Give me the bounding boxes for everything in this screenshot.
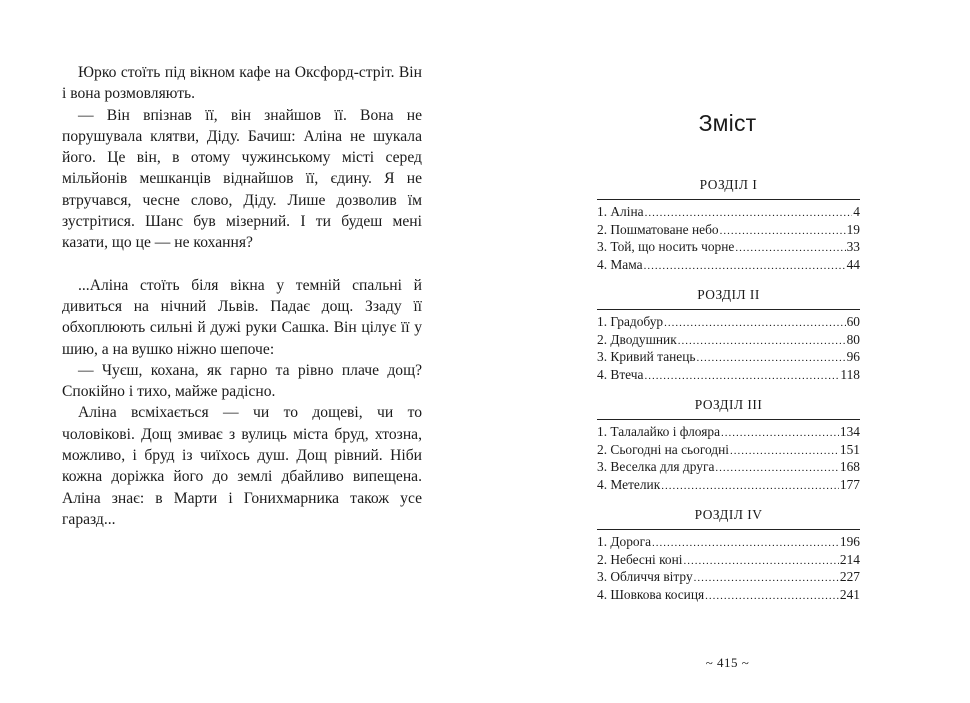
entry-page: 33	[846, 239, 860, 254]
section-rule	[597, 419, 860, 420]
toc-section	[597, 506, 860, 603]
entry-page: 241	[839, 586, 860, 602]
toc-entry[interactable]	[597, 551, 860, 569]
toc-entry[interactable]	[597, 348, 860, 366]
entry-title: 3. Той, що носить чорне	[597, 239, 735, 254]
entry-page: 118	[840, 366, 860, 382]
toc-entry[interactable]	[597, 256, 860, 274]
toc-entry[interactable]	[597, 586, 860, 604]
entry-title: 2. Пошматоване небо	[597, 221, 719, 237]
dot-leader	[644, 258, 846, 276]
dot-leader	[715, 460, 839, 478]
dot-leader	[684, 553, 839, 571]
paragraph: Аліна всміхається — чи то дощеві, чи то чоловікові. Дощ змиває з вулиць міста бруд, хтозна, можливо, і бруд із чиїхось душ. Дощ рівний. Ніби кожна доріжка його до землі дбайливо випещена. Аліна знає: в Марти і Гонихмарника також усе гаразд...	[62, 404, 422, 528]
entry-title: 1. Аліна	[597, 204, 644, 219]
entry-title: 4. Втеча	[597, 366, 644, 382]
prose-text	[62, 62, 422, 530]
section-rule	[597, 199, 860, 200]
toc-entry[interactable]	[597, 476, 860, 494]
entry-page: 60	[846, 314, 860, 329]
section-title: РОЗДІЛ II	[697, 287, 760, 302]
paragraph: — Він впізнав її, він знайшов її. Вона не порушувала клятви, Діду. Бачиш: Аліна не шукала його. Це він, в отому чужинському місті серед мільйонів мешканців віднайшов її, єдину. Я не втручався, чесне слово, Діду. Лише дозволив їм зустрітися. Шанс був мізерний. І ти будеш мені казати, що це — не кохання?	[62, 106, 422, 252]
toc-entry[interactable]	[597, 423, 860, 441]
section-title: РОЗДІЛ IV	[694, 507, 763, 522]
entry-page: 177	[839, 476, 860, 492]
entry-title: 4. Метелик	[597, 476, 661, 492]
toc-entry[interactable]	[597, 221, 860, 239]
paragraph: Юрко стоїть під вікном кафе на Оксфорд-стріт. Він і вона розмовляють.	[62, 64, 422, 103]
dot-leader	[694, 570, 839, 588]
entry-title: 4. Мама	[597, 256, 643, 272]
entry-page: 80	[846, 331, 860, 347]
toc-entry[interactable]	[597, 568, 860, 586]
entry-title: 1. Талалайко і флояра	[597, 424, 721, 439]
right-page	[485, 0, 970, 703]
entry-title: 2. Сьогодні на сьогодні	[597, 441, 730, 457]
toc-section	[597, 396, 860, 493]
entry-page: 168	[839, 459, 860, 474]
entry-page: 44	[846, 256, 860, 272]
page-number: ~ 415 ~	[705, 655, 750, 670]
dot-leader	[678, 333, 846, 351]
dot-leader	[664, 315, 845, 333]
section-title: РОЗДІЛ III	[694, 397, 763, 412]
entry-title: 3. Кривий танець	[597, 349, 696, 364]
paragraph: — Чуєш, кохана, як гарно та рівно плаче дощ? Спокійно і тихо, майже радісно.	[62, 361, 422, 401]
section-rule	[597, 309, 860, 310]
entry-title: 2. Дводушник	[597, 331, 677, 347]
dot-leader	[720, 223, 846, 241]
dot-leader	[697, 350, 846, 368]
toc-entry[interactable]	[597, 366, 860, 384]
entry-page: 196	[839, 534, 860, 549]
entry-title: 1. Дорога	[597, 534, 652, 549]
entry-page: 151	[839, 441, 860, 457]
toc-title: Зміст	[698, 110, 757, 136]
table-of-contents	[597, 176, 860, 616]
toc-section	[597, 176, 860, 273]
dot-leader	[705, 588, 839, 606]
section-title: РОЗДІЛ I	[699, 177, 758, 192]
toc-entry[interactable]	[597, 441, 860, 459]
entry-page: 134	[839, 424, 860, 439]
dot-leader	[730, 443, 839, 461]
entry-title: 3. Обличчя вітру	[597, 569, 693, 584]
toc-entry[interactable]	[597, 331, 860, 349]
entry-page: 227	[839, 569, 860, 584]
entry-page: 19	[846, 221, 860, 237]
toc-section	[597, 286, 860, 383]
entry-page: 4	[853, 204, 860, 219]
dot-leader	[735, 240, 845, 258]
entry-title: 2. Небесні коні	[597, 551, 683, 567]
entry-page: 214	[839, 551, 860, 567]
entry-title: 4. Шовкова косиця	[597, 586, 705, 602]
entry-page: 96	[846, 349, 860, 364]
section-rule	[597, 529, 860, 530]
toc-entry[interactable]	[597, 203, 860, 221]
toc-entry[interactable]	[597, 238, 860, 256]
paragraph: ...Аліна стоїть біля вікна у темній спальні й дивиться на нічний Львів. Падає дощ. Ззаду її обхоплюють сильні й дужі руки Сашка. Він цілує її у шию, а на вушко ніжно шепоче:	[62, 276, 422, 358]
toc-entry[interactable]	[597, 458, 860, 476]
toc-entry[interactable]	[597, 533, 860, 551]
entry-title: 1. Градобур	[597, 314, 664, 329]
dot-leader	[721, 425, 839, 443]
toc-entry[interactable]	[597, 313, 860, 331]
entry-title: 3. Веселка для друга	[597, 459, 715, 474]
dot-leader	[644, 368, 839, 386]
dot-leader	[661, 478, 839, 496]
